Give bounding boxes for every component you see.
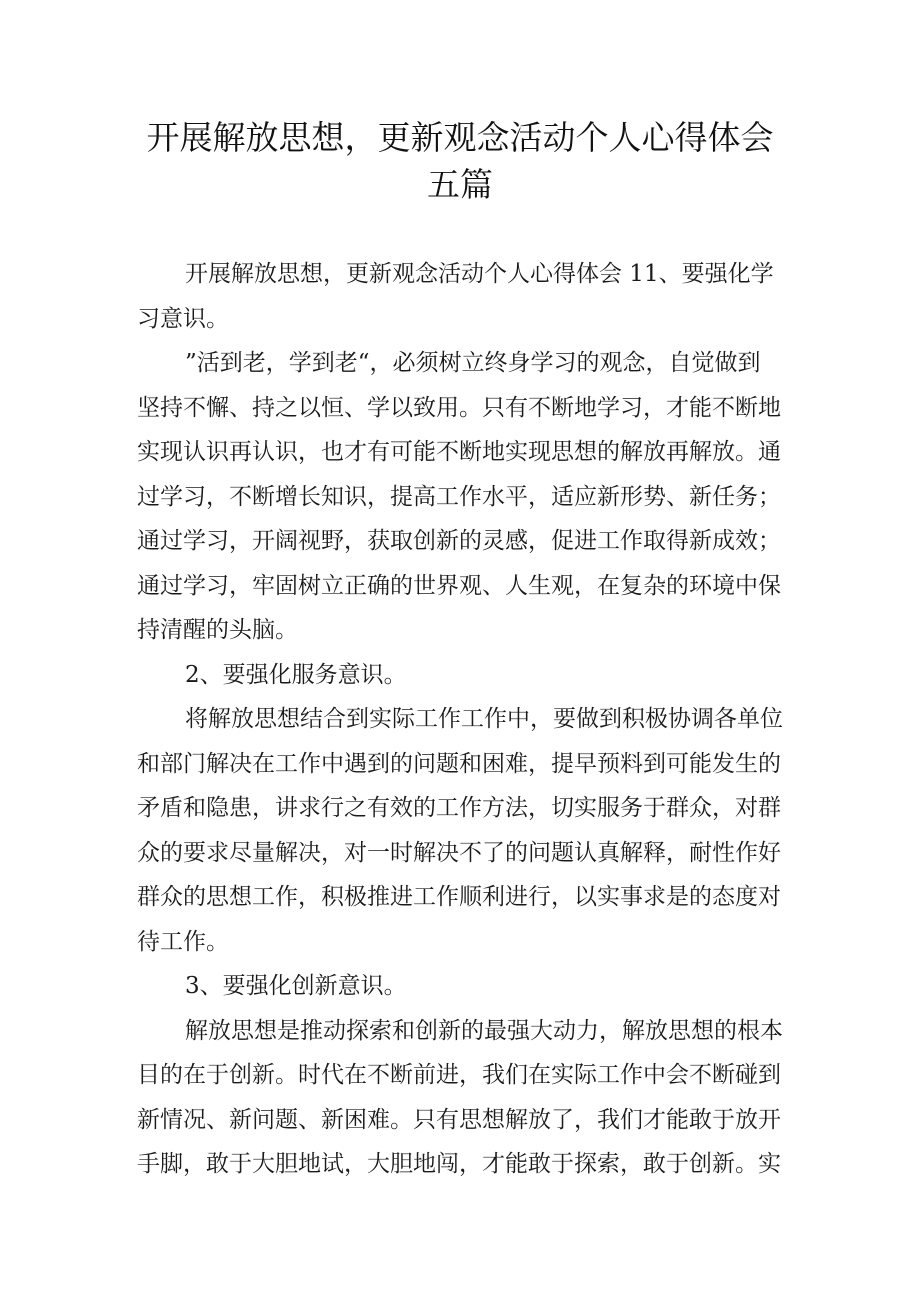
paragraph-2-line-1: ”活到老，学到老“，必须树立终身学习的观念，自觉做到 bbox=[185, 350, 761, 376]
paragraph-4-line-3: 矛盾和隐患，讲求行之有效的工作方法，切实服务于群众，对群 bbox=[137, 795, 781, 821]
paragraph-6-line-1: 解放思想是推动探索和创新的最强大动力，解放思想的根本 bbox=[185, 1017, 783, 1044]
paragraph-1-line-1: 开展解放思想，更新观念活动个人心得体会 11、要强化学 bbox=[185, 261, 774, 287]
paragraph-3-line-1: 2、要强化服务意识。 bbox=[185, 661, 407, 688]
paragraph-2-line-2: 坚持不懈、持之以恒、学以致用。只有不断地学习，才能不断地 bbox=[137, 394, 781, 421]
paragraph-4-line-5: 群众的思想工作，积极推进工作顺利进行，以实事求是的态度对 bbox=[137, 884, 781, 910]
paragraph-4-line-1: 将解放思想结合到实际工作工作中，要做到积极协调各单位 bbox=[185, 706, 783, 732]
paragraph-4-line-4: 众的要求尽量解决，对一时解决不了的问题认真解释，耐性作好 bbox=[137, 839, 781, 866]
document-title-line-1: 开展解放思想，更新观念活动个人心得体会 bbox=[146, 118, 774, 157]
document-title-line-2: 五篇 bbox=[427, 165, 493, 204]
paragraph-2-line-7: 持清醒的头脑。 bbox=[137, 617, 298, 643]
paragraph-4-line-6: 待工作。 bbox=[137, 928, 229, 955]
paragraph-2-line-5: 通过学习，开阔视野，获取创新的灵感，促进工作取得新成效； bbox=[137, 528, 781, 554]
paragraph-2-line-3: 实现认识再认识，也才有可能不断地实现思想的解放再解放。通 bbox=[137, 439, 781, 465]
document-body bbox=[137, 252, 797, 1187]
paragraph-6-line-2: 目的在于创新。时代在不断前进，我们在实际工作中会不断碰到 bbox=[137, 1062, 781, 1088]
paragraph-4-line-2: 和部门解决在工作中遇到的问题和困难，提早预料到可能发生的 bbox=[137, 750, 781, 777]
paragraph-2-line-4: 过学习，不断增长知识，提高工作水平，适应新形势、新任务； bbox=[137, 483, 781, 510]
paragraph-5-line-1: 3、要强化创新意识。 bbox=[185, 973, 407, 999]
paragraph-2-line-6: 通过学习，牢固树立正确的世界观、人生观，在复杂的环境中保 bbox=[137, 572, 781, 599]
paragraph-6-line-4: 手脚，敢于大胆地试，大胆地闯，才能敢于探索，敢于创新。实 bbox=[137, 1151, 781, 1177]
paragraph-6-line-3: 新情况、新问题、新困难。只有思想解放了，我们才能敢于放开 bbox=[137, 1106, 781, 1133]
paragraph-1-line-2: 习意识。 bbox=[137, 305, 229, 332]
